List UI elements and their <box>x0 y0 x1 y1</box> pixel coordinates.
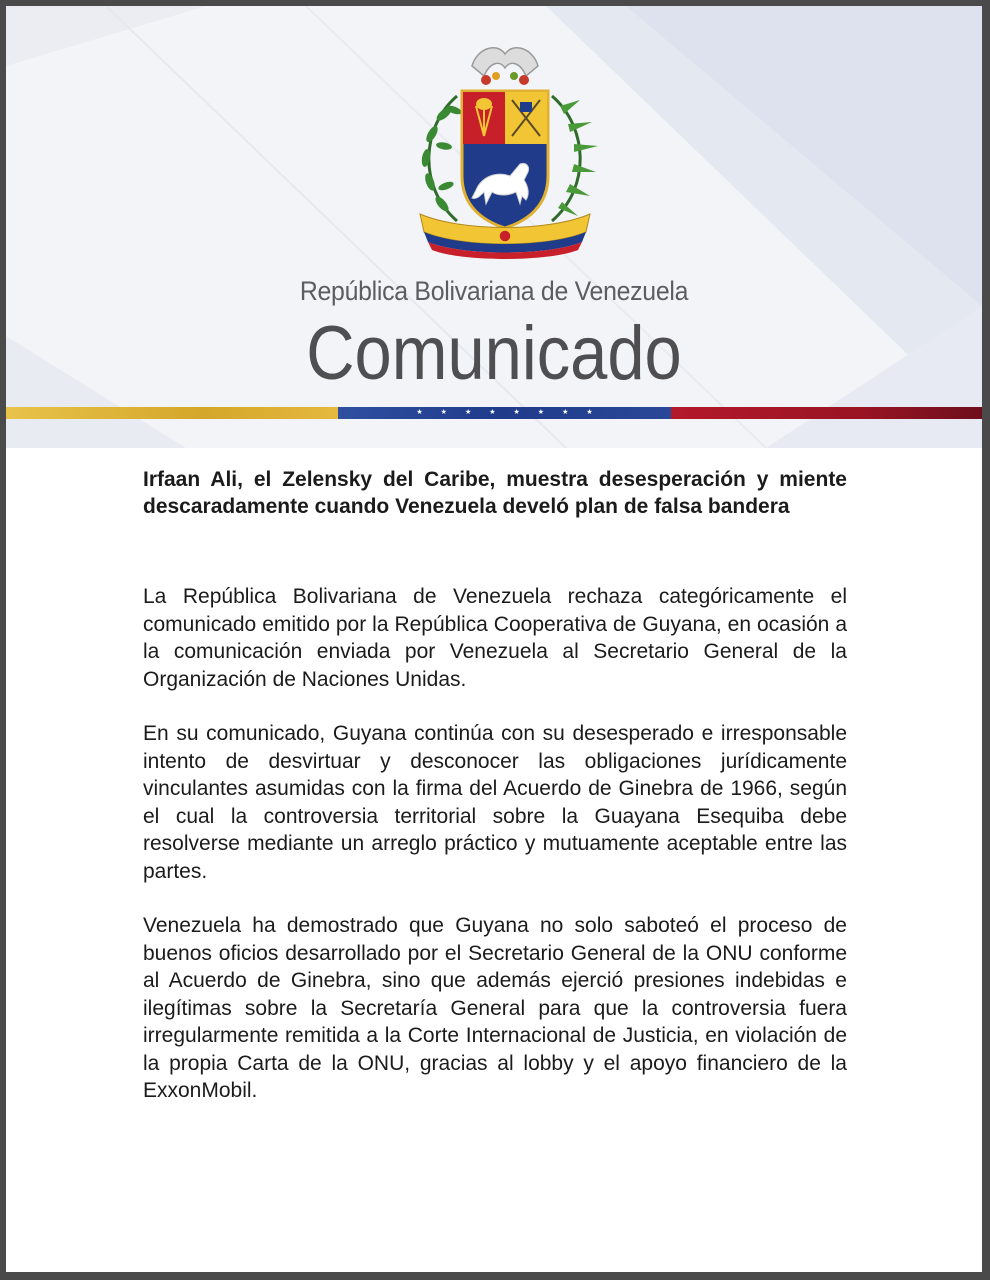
star-icon: ★ <box>464 409 472 416</box>
republic-name: República Bolivariana de Venezuela <box>299 276 689 306</box>
flag-stars <box>338 407 671 419</box>
headline: Irfaan Ali, el Zelensky del Caribe, muestra desesperación y miente descaradamente cuando Venezuela develó plan de falsa bandera <box>143 468 847 518</box>
paragraph-1: La República Bolivariana de Venezuela rechaza categóricamente el comunicado emitido por la República Cooperativa de Guyana, en ocasión a la comunicación enviada por Venezuela al Secretario General de la Organización de Naciones Unidas. <box>143 585 847 691</box>
star-icon: ★ <box>440 409 447 416</box>
flag-stripe-red <box>671 407 982 419</box>
document-body <box>143 466 847 1105</box>
star-icon: ★ <box>586 409 593 416</box>
star-icon: ★ <box>489 409 496 416</box>
star-icon: ★ <box>416 409 423 416</box>
venezuela-coat-of-arms-icon <box>402 36 608 264</box>
flag-stripe-yellow <box>6 407 338 419</box>
document-title: Comunicado <box>306 311 682 396</box>
document-page <box>6 6 982 1272</box>
star-icon: ★ <box>537 409 545 416</box>
paragraph-2: En su comunicado, Guyana continúa con su desesperado e irresponsable intento de desvirtuar y desconocer las obligaciones jurídicamente vinculantes asumidas con la firma del Acuerdo de Ginebra de 1966, según el cual la controversia territorial sobre la Guayana Esequiba debe resolverse mediante un arreglo práctico y mutuamente aceptable entre las partes. <box>143 722 847 883</box>
star-icon: ★ <box>513 409 520 416</box>
paragraph-3: Venezuela ha demostrado que Guyana no solo saboteó el proceso de buenos oficios desarrollado por el Secretario General de la ONU conforme al Acuerdo de Ginebra, sino que además ejerció presiones indebidas e ilegítimas sobre la Secretaría General para que la controversia fuera irregularmente remitida a la Corte Internacional de Justicia, en violación de la propia Carta de la ONU, gracias al lobby y el apoyo financiero de la ExxonMobil. <box>143 914 847 1102</box>
flag-stripe <box>6 407 982 419</box>
letterhead <box>6 6 982 448</box>
star-icon: ★ <box>562 409 569 416</box>
